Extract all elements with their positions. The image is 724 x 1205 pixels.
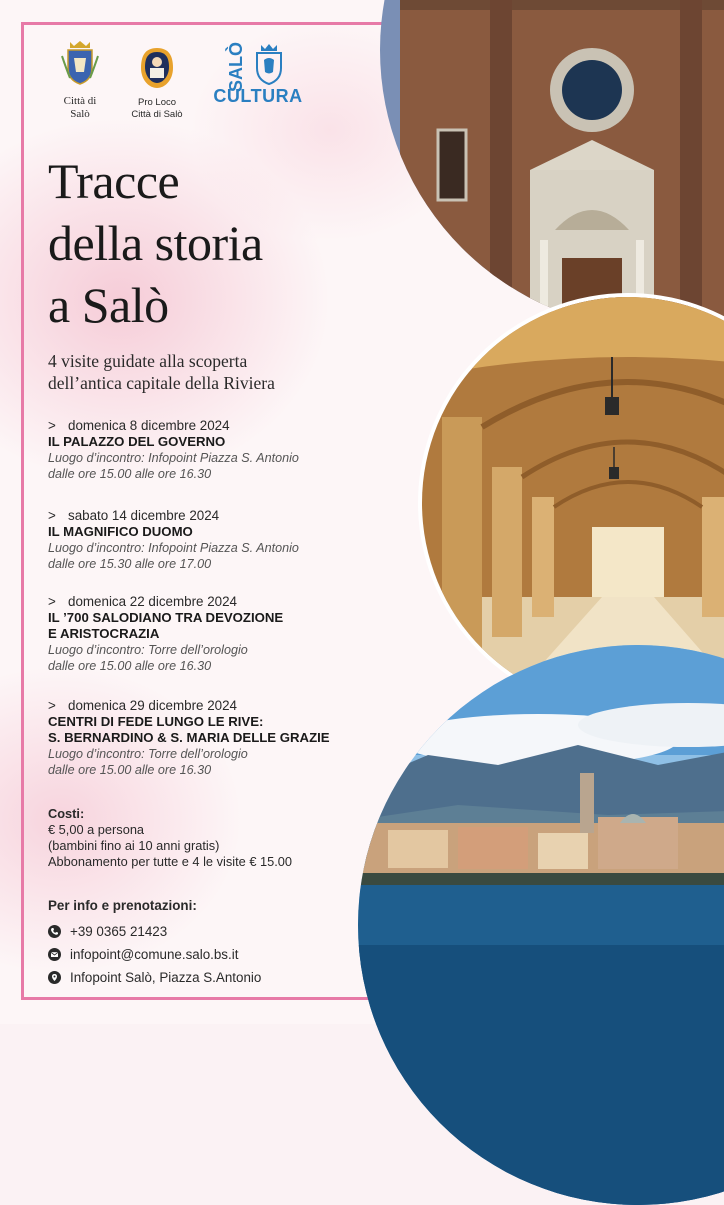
event-name-line-1: IL ’700 SALODIANO TRA DEVOZIONE bbox=[48, 610, 284, 625]
lion-crest-icon bbox=[249, 42, 289, 86]
email-row[interactable] bbox=[48, 943, 388, 966]
citta-logo-line1: Città di bbox=[63, 95, 97, 107]
event-name-line-1: CENTRI DI FEDE LUNGO LE RIVE: bbox=[48, 714, 264, 729]
address-text: Infopoint Salò, Piazza S.Antonio bbox=[70, 970, 262, 985]
event-date: sabato 14 dicembre 2024 bbox=[68, 508, 220, 523]
event-hours: dalle ore 15.30 alle ore 17.00 bbox=[48, 557, 212, 571]
costs-heading: Costi: bbox=[48, 806, 85, 821]
pro-loco-logo bbox=[118, 46, 196, 121]
contact-heading: Per info e prenotazioni: bbox=[48, 898, 197, 913]
subtitle-line-1: 4 visite guidate alla scoperta bbox=[48, 351, 248, 371]
poster-subtitle bbox=[48, 350, 378, 394]
event-item bbox=[48, 698, 388, 778]
cultura-logo-top: SALÒ bbox=[226, 42, 246, 93]
subtitle-line-2: dell’antica capitale della Riviera bbox=[48, 373, 275, 393]
event-name-line-2: E ARISTOCRAZIA bbox=[48, 626, 160, 641]
title-line-3: a Salò bbox=[48, 277, 169, 333]
location-pin-icon bbox=[48, 971, 61, 984]
event-date: domenica 8 dicembre 2024 bbox=[68, 418, 230, 433]
phone-icon bbox=[48, 925, 61, 938]
bullet-marker: > bbox=[48, 698, 56, 713]
title-line-2: della storia bbox=[48, 215, 263, 271]
costs-line: € 5,00 a persona bbox=[48, 822, 145, 837]
costs-section bbox=[48, 806, 388, 870]
event-place: Luogo d’incontro: Torre dell’orologio bbox=[48, 643, 248, 657]
title-line-1: Tracce bbox=[48, 153, 180, 209]
phone-number[interactable]: +39 0365 21423 bbox=[70, 924, 168, 939]
event-date: domenica 29 dicembre 2024 bbox=[68, 698, 237, 713]
event-place: Luogo d’incontro: Infopoint Piazza S. Antonio bbox=[48, 451, 299, 465]
event-hours: dalle ore 15.00 alle ore 16.30 bbox=[48, 467, 212, 481]
proloco-logo-line1: Pro Loco bbox=[137, 97, 177, 108]
event-item bbox=[48, 594, 388, 674]
event-item bbox=[48, 508, 388, 572]
bullet-marker: > bbox=[48, 508, 56, 523]
address-row bbox=[48, 966, 388, 989]
event-hours: dalle ore 15.00 alle ore 16.30 bbox=[48, 763, 212, 777]
pro-loco-emblem-icon bbox=[139, 46, 175, 90]
event-hours: dalle ore 15.00 alle ore 16.30 bbox=[48, 659, 212, 673]
phone-row[interactable] bbox=[48, 920, 388, 943]
proloco-logo-line2: Città di Salò bbox=[131, 109, 183, 120]
coat-of-arms-icon bbox=[60, 38, 100, 86]
event-item bbox=[48, 418, 388, 482]
contact-section bbox=[48, 898, 388, 989]
poster-title bbox=[48, 150, 368, 336]
event-place: Luogo d’incontro: Infopoint Piazza S. Antonio bbox=[48, 541, 299, 555]
bullet-marker: > bbox=[48, 418, 56, 433]
email-icon bbox=[48, 948, 61, 961]
email-address[interactable]: infopoint@comune.salo.bs.it bbox=[70, 947, 239, 962]
salo-cultura-logo bbox=[212, 42, 304, 107]
event-place: Luogo d’incontro: Torre dell’orologio bbox=[48, 747, 248, 761]
event-name-line-2: S. BERNARDINO & S. MARIA DELLE GRAZIE bbox=[48, 730, 330, 745]
citta-logo-line2: Salò bbox=[70, 108, 90, 120]
citta-di-salo-logo bbox=[45, 38, 115, 121]
cultura-logo-bottom: CULTURA bbox=[213, 86, 303, 107]
costs-line: (bambini fino ai 10 anni gratis) bbox=[48, 838, 220, 853]
event-name: IL MAGNIFICO DUOMO bbox=[48, 524, 193, 539]
event-name: IL PALAZZO DEL GOVERNO bbox=[48, 434, 226, 449]
bullet-marker: > bbox=[48, 594, 56, 609]
costs-line: Abbonamento per tutte e 4 le visite € 15.00 bbox=[48, 854, 293, 869]
event-date: domenica 22 dicembre 2024 bbox=[68, 594, 237, 609]
